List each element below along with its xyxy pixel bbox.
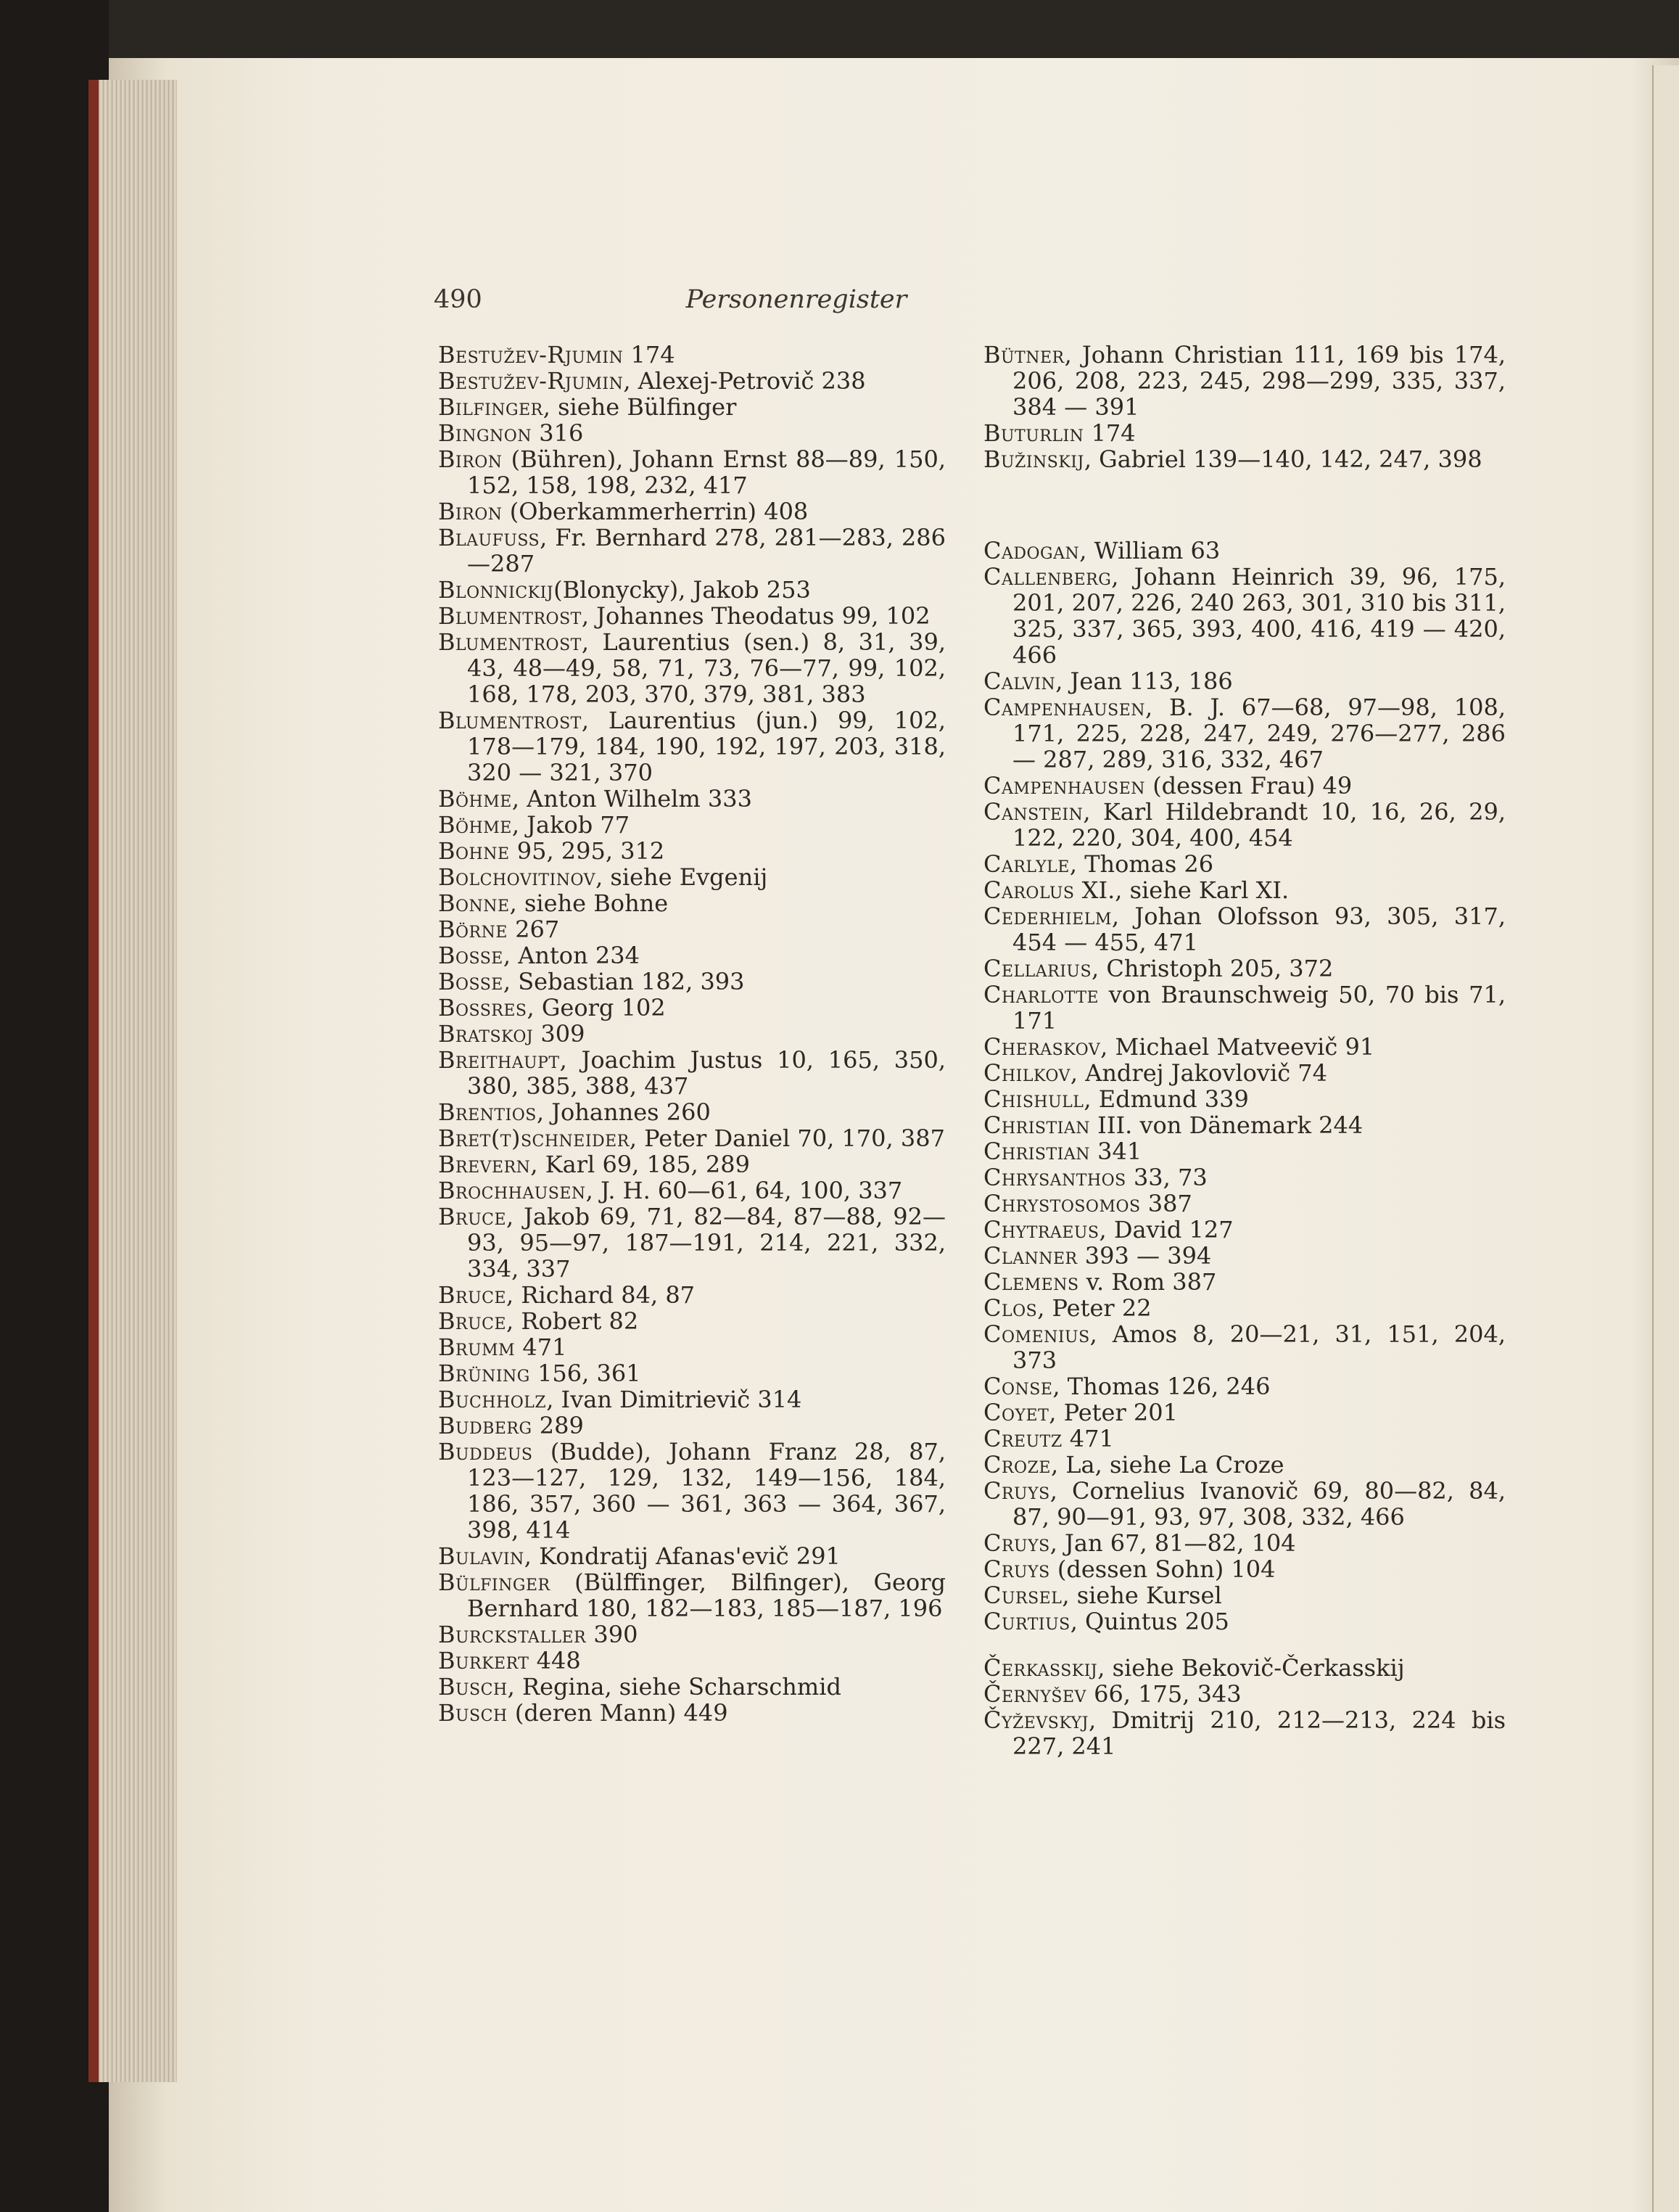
entry-name: Conse: [983, 1373, 1053, 1400]
index-entry: [438, 812, 946, 838]
entry-references: , Laurentius (jun.) 99, 102, 178—179, 184, 190, 192, 197, 203, 318, 320 — 321, 370: [467, 707, 946, 786]
entry-name: Bosse: [438, 942, 503, 969]
entry-name: Blonnickij: [438, 576, 554, 604]
index-entry: [438, 1543, 946, 1569]
index-entry: [983, 1164, 1506, 1191]
entry-name: Breithaupt: [438, 1046, 560, 1074]
entry-references: , Alexej-Petrovič 238: [623, 367, 866, 395]
entry-references: , Laurentius (sen.) 8, 31, 39, 43, 48—49, 58, 71, 73, 76—77, 99, 102, 168, 178, 203, 370, 379, 381, 383: [467, 628, 946, 708]
entry-references: , Edmund 339: [1084, 1085, 1249, 1113]
entry-name: Cadogan: [983, 537, 1080, 564]
index-entry: [438, 603, 946, 629]
index-entry: [983, 773, 1506, 799]
entry-name: Bruce: [438, 1281, 507, 1309]
index-entry: [438, 1439, 946, 1543]
index-entry: [438, 1125, 946, 1151]
entry-references: 316: [532, 419, 584, 447]
facing-page-edge: [1652, 65, 1679, 2212]
entry-references: 174: [1084, 419, 1136, 447]
index-entry: [438, 1047, 946, 1099]
index-entry: [438, 1386, 946, 1413]
entry-references: , Thomas 26: [1069, 850, 1214, 878]
entry-name: Biron: [438, 498, 503, 525]
entry-name: Cruys: [983, 1529, 1050, 1557]
entry-name: Busch: [438, 1699, 508, 1727]
index-entry: [438, 1308, 946, 1334]
entry-references: , Anton 234: [503, 942, 640, 969]
entry-name: Bruce: [438, 1203, 507, 1230]
entry-references: , Amos 8, 20—21, 31, 151, 204, 373: [1012, 1320, 1506, 1374]
entry-name: Campenhausen: [983, 694, 1146, 721]
entry-references: , Jan 67, 81—82, 104: [1049, 1529, 1296, 1557]
entry-references: , siehe Evgenij: [595, 863, 768, 891]
entry-references: von Braunschweig 50, 70 bis 71, 171: [1012, 981, 1506, 1035]
entry-references: , Dmitrij 210, 212—213, 224 bis 227, 241: [1012, 1706, 1506, 1760]
index-entry: [983, 1269, 1506, 1295]
index-entry: [983, 1556, 1506, 1582]
entry-references: III. von Dänemark 244: [1090, 1111, 1364, 1139]
entry-name: Börne: [438, 916, 508, 943]
index-entry: [983, 1034, 1506, 1060]
entry-references: 341: [1090, 1138, 1142, 1165]
entry-name: Bilfinger: [438, 393, 543, 421]
index-entry: [438, 1204, 946, 1282]
entry-references: , La, siehe La Croze: [1050, 1451, 1284, 1479]
index-entry: [438, 1099, 946, 1125]
index-entry: [983, 564, 1506, 668]
entry-references: , Peter 22: [1037, 1294, 1152, 1322]
entry-references: , Jean 113, 186: [1055, 667, 1233, 695]
entry-name: Buchholz: [438, 1386, 547, 1413]
index-entry: [438, 916, 946, 942]
entry-name: Brüning: [438, 1360, 530, 1387]
page-number: 490: [434, 285, 482, 314]
index-entry: [983, 668, 1506, 694]
index-entry: [438, 890, 946, 916]
index-entry: [983, 1138, 1506, 1164]
entry-references: , Anton Wilhelm 333: [511, 785, 752, 813]
entry-references: , Thomas 126, 246: [1052, 1373, 1271, 1400]
entry-name: Cellarius: [983, 955, 1092, 982]
entry-references: , Ivan Dimitrievič 314: [546, 1386, 802, 1413]
entry-name: Böhme: [438, 785, 512, 813]
entry-name: Blumentrost: [438, 707, 582, 734]
entry-references: , Johan Olofsson 93, 305, 317, 454 — 455, 471: [1012, 903, 1506, 956]
index-entry: [983, 1399, 1506, 1426]
index-entry: [983, 1373, 1506, 1399]
index-entry: [438, 1700, 946, 1726]
entry-name: Bužinskij: [983, 445, 1084, 473]
index-entry: [983, 1191, 1506, 1217]
entry-name: Bossres: [438, 994, 527, 1021]
entry-name: Bestužev-Rjumin: [438, 367, 624, 395]
entry-references: , Jakob 69, 71, 82—84, 87—88, 92—93, 95—97, 187—191, 214, 221, 332, 334, 337: [467, 1203, 946, 1283]
index-entry: [438, 629, 946, 707]
entry-references: 66, 175, 343: [1086, 1680, 1242, 1708]
entry-references: , Johann Heinrich 39, 96, 175, 201, 207, 226, 240 263, 301, 310 bis 311, 325, 337, 365, 393, 400, 416, 419 — 420, 466: [1012, 563, 1506, 669]
entry-name: Bestužev-Rjumin: [438, 341, 624, 369]
entry-references: 390: [586, 1621, 638, 1648]
index-entry: [438, 1569, 946, 1621]
entry-references: (Bühren), Johann Ernst 88—89, 150, 152, 158, 198, 232, 417: [467, 445, 946, 499]
entry-references: , Quintus 205: [1070, 1608, 1229, 1635]
index-entry: [438, 420, 946, 446]
entry-name: Clanner: [983, 1242, 1078, 1270]
entry-name: Bulavin: [438, 1542, 524, 1570]
entry-name: Bruce: [438, 1307, 507, 1335]
index-entry: [983, 799, 1506, 851]
entry-name: Charlotte: [983, 981, 1100, 1008]
entry-references: 309: [533, 1020, 585, 1048]
entry-references: , Johannes 260: [536, 1098, 711, 1126]
index-entry: [438, 786, 946, 812]
entry-name: Chilkov: [983, 1059, 1070, 1087]
entry-references: , J. H. 60—61, 64, 100, 337: [585, 1177, 903, 1204]
entry-references: 95, 295, 312: [509, 837, 665, 865]
entry-references: , B. J. 67—68, 97—98, 108, 171, 225, 228, 247, 249, 276—277, 286 — 287, 289, 316, 332, 467: [1012, 694, 1506, 773]
entry-name: Christian: [983, 1111, 1090, 1139]
index-entry: [438, 1021, 946, 1047]
entry-references: (Blonycky), Jakob 253: [553, 576, 811, 604]
entry-name: Clos: [983, 1294, 1038, 1322]
entry-references: , Joachim Justus 10, 165, 350, 380, 385, 388, 437: [467, 1046, 946, 1100]
entry-references: , siehe Kursel: [1062, 1582, 1222, 1609]
entry-name: Biron: [438, 445, 503, 473]
entry-references: , Kondratij Afanas'evič 291: [524, 1542, 841, 1570]
index-entry: [438, 498, 946, 525]
entry-name: Bonne: [438, 889, 510, 917]
entry-references: , Karl 69, 185, 289: [530, 1151, 750, 1178]
index-entry: [983, 1478, 1506, 1530]
entry-name: Bosse: [438, 968, 503, 995]
entry-name: Busch: [438, 1673, 508, 1701]
entry-references: , Gabriel 139—140, 142, 247, 398: [1084, 445, 1482, 473]
entry-references: 448: [529, 1647, 581, 1674]
entry-references: , Peter 201: [1049, 1399, 1178, 1426]
index-entry: [983, 1086, 1506, 1112]
index-entry: [983, 420, 1506, 446]
index-entry: [438, 342, 946, 368]
entry-references: , Robert 82: [506, 1307, 639, 1335]
entry-name: Buturlin: [983, 419, 1084, 447]
entry-references: (dessen Frau) 49: [1145, 772, 1353, 799]
index-entry: [438, 1621, 946, 1648]
entry-name: Carlyle: [983, 850, 1070, 878]
entry-name: Campenhausen: [983, 772, 1146, 799]
entry-name: Buddeus: [438, 1438, 533, 1465]
entry-references: , Christoph 205, 372: [1092, 955, 1334, 982]
index-entry: [983, 955, 1506, 982]
running-head: [434, 285, 1065, 321]
index-entry: [983, 694, 1506, 773]
entry-name: Chrystosomos: [983, 1190, 1141, 1217]
entry-references: , Karl Hildebrandt 10, 16, 26, 29, 122, 220, 304, 400, 454: [1012, 798, 1506, 852]
entry-references: 471: [1062, 1425, 1114, 1452]
entry-references: , Michael Matveevič 91: [1100, 1033, 1375, 1061]
entry-name: Budberg: [438, 1412, 532, 1439]
index-entry: [438, 838, 946, 864]
entry-name: Bingnon: [438, 419, 532, 447]
entry-references: (Budde), Johann Franz 28, 87, 123—127, 129, 132, 149—156, 184, 186, 357, 360 — 361, 363 — 364, 367, 398, 414: [467, 1438, 946, 1544]
entry-name: Cruys: [983, 1477, 1050, 1505]
entry-name: Cederhielm: [983, 903, 1112, 930]
index-entry: [438, 942, 946, 969]
entry-references: 471: [515, 1333, 567, 1361]
entry-references: , Richard 84, 87: [506, 1281, 696, 1309]
entry-references: , William 63: [1079, 537, 1221, 564]
entry-references: 267: [507, 916, 560, 943]
index-entry: [983, 1707, 1506, 1759]
entry-references: (dessen Sohn) 104: [1049, 1555, 1276, 1583]
index-entry: [438, 969, 946, 995]
entry-references: (Oberkammerherrin) 408: [502, 498, 809, 525]
entry-name: Calvin: [983, 667, 1056, 695]
index-entry: [438, 1177, 946, 1204]
entry-references: 387: [1140, 1190, 1192, 1217]
entry-name: Chishull: [983, 1085, 1084, 1113]
entry-references: , Fr. Bernhard 278, 281—283, 286—287: [467, 524, 946, 577]
entry-name: Comenius: [983, 1320, 1090, 1348]
entry-name: Bratskoj: [438, 1020, 534, 1048]
entry-references: , Jakob 77: [511, 811, 630, 839]
entry-name: Burkert: [438, 1647, 529, 1674]
index-entry: [983, 1060, 1506, 1086]
entry-name: Creutz: [983, 1425, 1063, 1452]
entry-references: XI., siehe Karl XI.: [1074, 876, 1290, 904]
index-entry: [983, 982, 1506, 1034]
entry-name: Burckstaller: [438, 1621, 587, 1648]
entry-references: 174: [623, 341, 675, 369]
entry-name: Blaufuss: [438, 524, 540, 551]
entry-name: Bret(t)schneider: [438, 1124, 630, 1152]
entry-name: Čerkasskij: [983, 1654, 1098, 1682]
entry-references: , Cornelius Ivanovič 69, 80—82, 84, 87, 90—91, 93, 97, 308, 332, 466: [1012, 1477, 1506, 1531]
entry-name: Bütner: [983, 341, 1065, 369]
entry-name: Brentios: [438, 1098, 537, 1126]
entry-name: Clemens: [983, 1268, 1079, 1296]
entry-references: (deren Mann) 449: [507, 1699, 728, 1727]
entry-references: , Sebastian 182, 393: [503, 968, 745, 995]
entry-name: Chytraeus: [983, 1216, 1100, 1243]
entry-references: , David 127: [1099, 1216, 1234, 1243]
index-entry: [983, 538, 1506, 564]
index-entry: [983, 1530, 1506, 1556]
index-entry: [983, 1295, 1506, 1321]
index-entry: [983, 1681, 1506, 1707]
entry-name: Brochhausen: [438, 1177, 586, 1204]
entry-references: , Peter Daniel 70, 170, 387: [629, 1124, 945, 1152]
index-entry: [983, 1112, 1506, 1138]
index-entry: [438, 446, 946, 498]
index-entry: [983, 1655, 1506, 1681]
entry-references: 393 — 394: [1077, 1242, 1212, 1270]
entry-references: 289: [532, 1412, 584, 1439]
entry-name: Chrysanthos: [983, 1164, 1126, 1191]
index-entry: [983, 446, 1506, 472]
entry-name: Cheraskov: [983, 1033, 1101, 1061]
entry-name: Černyšev: [983, 1680, 1086, 1708]
index-entry: [983, 877, 1506, 903]
entry-references: , siehe Bülfinger: [543, 393, 737, 421]
index-entry: [438, 368, 946, 394]
index-entry: [983, 1243, 1506, 1269]
entry-name: Brevern: [438, 1151, 531, 1178]
entry-name: Bolchovitinov: [438, 863, 596, 891]
index-entry: [983, 1217, 1506, 1243]
index-entry: [983, 342, 1506, 420]
entry-references: 156, 361: [529, 1360, 641, 1387]
index-entry: [438, 864, 946, 890]
page-title: Personenregister: [685, 285, 907, 314]
entry-references: , Andrej Jakovlovič 74: [1070, 1059, 1327, 1087]
page-edges: [88, 80, 177, 2082]
entry-name: Blumentrost: [438, 602, 582, 630]
entry-name: Carolus: [983, 876, 1075, 904]
index-entry: [983, 1452, 1506, 1478]
entry-references: 33, 73: [1126, 1164, 1208, 1191]
index-entry: [438, 1151, 946, 1177]
index-entry: [983, 851, 1506, 877]
index-entry: [983, 1426, 1506, 1452]
index-entry: [438, 1674, 946, 1700]
entry-name: Curtius: [983, 1608, 1070, 1635]
entry-name: Canstein: [983, 798, 1084, 826]
entry-name: Blumentrost: [438, 628, 582, 656]
entry-name: Bohne: [438, 837, 510, 865]
entry-name: Cruys: [983, 1555, 1050, 1583]
index-entry: [438, 1334, 946, 1360]
index-entry: [438, 525, 946, 577]
entry-name: Callenberg: [983, 563, 1112, 591]
entry-name: Brumm: [438, 1333, 516, 1361]
entry-name: Cursel: [983, 1582, 1063, 1609]
index-entry: [438, 995, 946, 1021]
index-entry: [983, 1608, 1506, 1635]
entry-name: Christian: [983, 1138, 1090, 1165]
entry-references: , siehe Bohne: [509, 889, 669, 917]
index-entry: [438, 577, 946, 603]
index-entry: [438, 394, 946, 420]
entry-name: Böhme: [438, 811, 512, 839]
entry-references: , Johann Christian 111, 169 bis 174, 206, 208, 223, 245, 298—299, 335, 337, 384 — 391: [1012, 341, 1506, 421]
index-entry: [983, 1582, 1506, 1608]
index-entry: [983, 903, 1506, 955]
entry-references: , Regina, siehe Scharschmid: [507, 1673, 841, 1701]
entry-references: (Bülffinger, Bilfinger), Georg Bernhard 180, 182—183, 185—187, 196: [467, 1568, 946, 1622]
index-entry: [438, 707, 946, 786]
entry-references: , Georg 102: [527, 994, 666, 1021]
index-entry: [983, 1321, 1506, 1373]
entry-references: v. Rom 387: [1078, 1268, 1217, 1296]
index-entry: [438, 1413, 946, 1439]
entry-name: Croze: [983, 1451, 1051, 1479]
entry-name: Bülfinger: [438, 1568, 550, 1596]
entry-references: , Johannes Theodatus 99, 102: [581, 602, 931, 630]
index-entry: [438, 1648, 946, 1674]
index-column-left: [438, 342, 946, 1726]
entry-references: , siehe Bekovič-Čerkasskij: [1097, 1654, 1405, 1682]
index-entry: [438, 1282, 946, 1308]
entry-name: Coyet: [983, 1399, 1049, 1426]
entry-name: Čyževskyj: [983, 1706, 1089, 1734]
index-entry: [438, 1360, 946, 1386]
index-column-right: [983, 342, 1506, 1759]
